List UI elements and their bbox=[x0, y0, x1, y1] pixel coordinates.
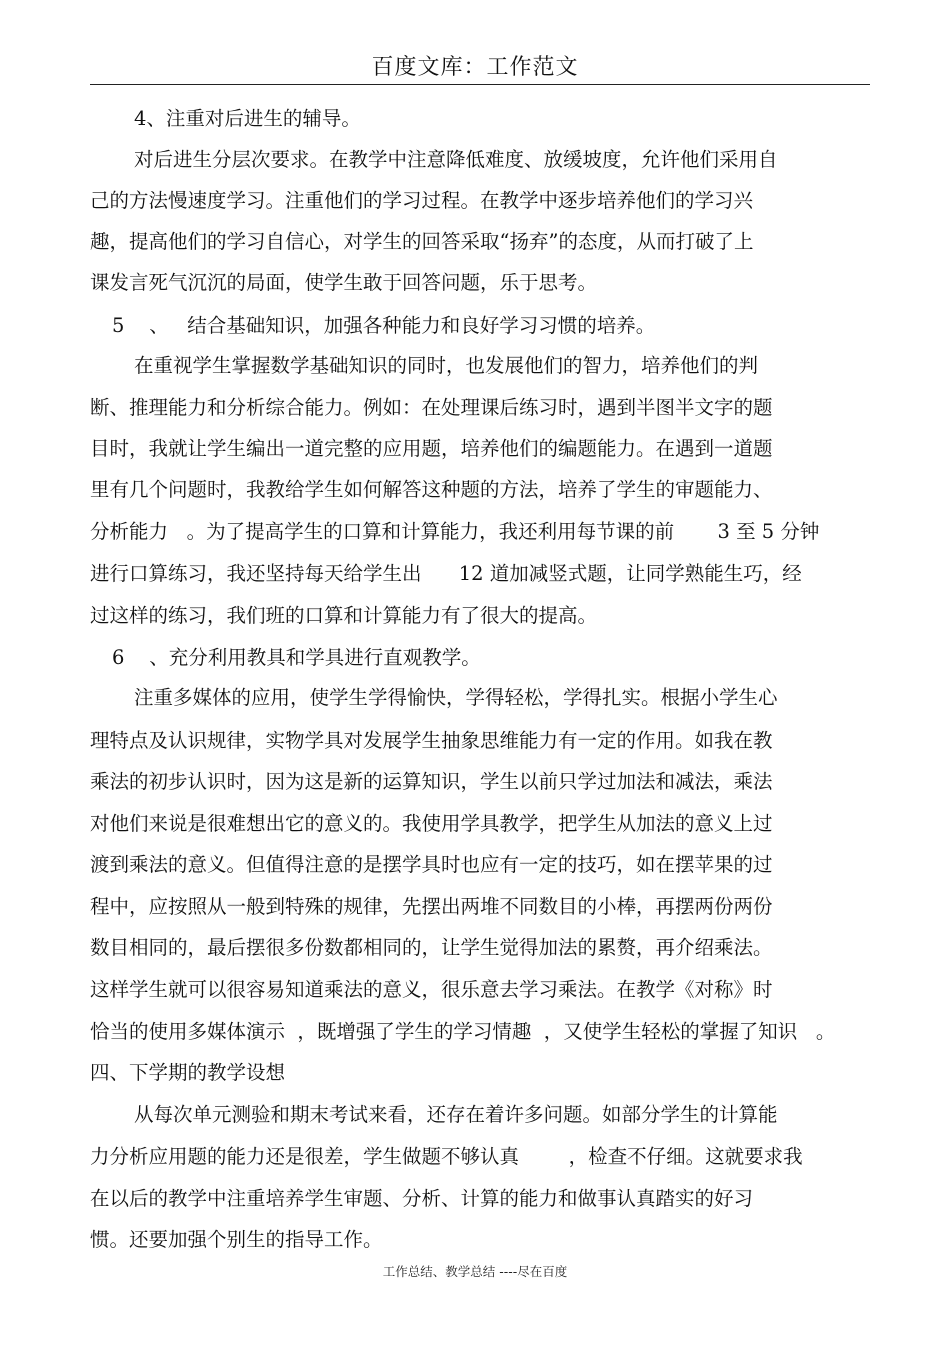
text-line: 数目相同的，最后摆很多份数都相同的，让学生觉得加法的累赘，再介绍乘法。 bbox=[90, 936, 773, 959]
text-line: 在以后的教学中注重培养学生审题、分析、计算的能力和做事认真踏实的好习 bbox=[90, 1187, 754, 1210]
text-line: 注重多媒体的应用，使学生学得愉快，学得轻松，学得扎实。根据小学生心 bbox=[134, 686, 778, 709]
page-header-title: 百度文库：工作范文 bbox=[371, 55, 579, 80]
text-line: 里有几个问题时，我教给学生如何解答这种题的方法，培养了学生的审题能力、 bbox=[90, 478, 773, 501]
text-line: 5 、 结合基础知识，加强各种能力和良好学习习惯的培养。 bbox=[112, 314, 656, 337]
text-line: 断、推理能力和分析综合能力。例如：在处理课后练习时，遇到半图半文字的题 bbox=[90, 396, 773, 419]
text-line: 课发言死气沉沉的局面，使学生敢于回答问题，乐于思考。 bbox=[90, 271, 598, 294]
text-line: 理特点及认识规律，实物学具对发展学生抽象思维能力有一定的作用。如我在教 bbox=[90, 729, 773, 752]
page-footer: 工作总结、教学总结 ----尽在百度 bbox=[382, 1264, 568, 1279]
text-line: 从每次单元测验和期末考试来看，还存在着许多问题。如部分学生的计算能 bbox=[134, 1103, 778, 1126]
text-line: 惯。还要加强个别生的指导工作。 bbox=[90, 1228, 383, 1251]
text-line: 在重视学生掌握数学基础知识的同时，也发展他们的智力，培养他们的判 bbox=[134, 354, 759, 377]
text-line: 进行口算练习，我还坚持每天给学生出 12 道加减竖式题，让同学熟能生巧，经 bbox=[90, 562, 802, 585]
text-line: 己的方法慢速度学习。注重他们的学习过程。在教学中逐步培养他们的学习兴 bbox=[90, 189, 754, 212]
section-heading: 四、下学期的教学设想 bbox=[90, 1061, 286, 1084]
text-line: 目时，我就让学生编出一道完整的应用题，培养他们的编题能力。在遇到一道题 bbox=[90, 437, 773, 460]
text-line: 趣，提高他们的学习自信心，对学生的回答采取“扬弃”的态度，从而打破了上 bbox=[90, 230, 754, 253]
text-line: 渡到乘法的意义。但值得注意的是摆学具时也应有一定的技巧，如在摆苹果的过 bbox=[90, 853, 773, 876]
text-line: 力分析应用题的能力还是很差，学生做题不够认真 ，检查不仔细。这就要求我 bbox=[90, 1145, 803, 1168]
text-line: 程中，应按照从一般到特殊的规律，先摆出两堆不同数目的小棒，再摆两份两份 bbox=[90, 895, 773, 918]
text-line: 分析能力 。为了提高学生的口算和计算能力，我还利用每节课的前 3 至 5 分钟 bbox=[90, 520, 820, 543]
text-line: 4、注重对后进生的辅导。 bbox=[134, 107, 361, 130]
text-line: 这样学生就可以很容易知道乘法的意义，很乐意去学习乘法。在教学《对称》时 bbox=[90, 978, 773, 1001]
text-line: 对他们来说是很难想出它的意义的。我使用学具教学，把学生从加法的意义上过 bbox=[90, 812, 773, 835]
text-line: 对后进生分层次要求。在教学中注意降低难度、放缓坡度，允许他们采用自 bbox=[134, 148, 778, 171]
header-divider bbox=[90, 84, 870, 85]
text-line: 恰当的使用多媒体演示 ，既增强了学生的学习情趣 ，又使学生轻松的掌握了知识 。 bbox=[90, 1020, 836, 1043]
text-line: 乘法的初步认识时，因为这是新的运算知识，学生以前只学过加法和减法，乘法 bbox=[90, 770, 773, 793]
text-line: 6 、充分利用教具和学具进行直观教学。 bbox=[112, 646, 481, 669]
text-line: 过这样的练习，我们班的口算和计算能力有了很大的提高。 bbox=[90, 604, 598, 627]
